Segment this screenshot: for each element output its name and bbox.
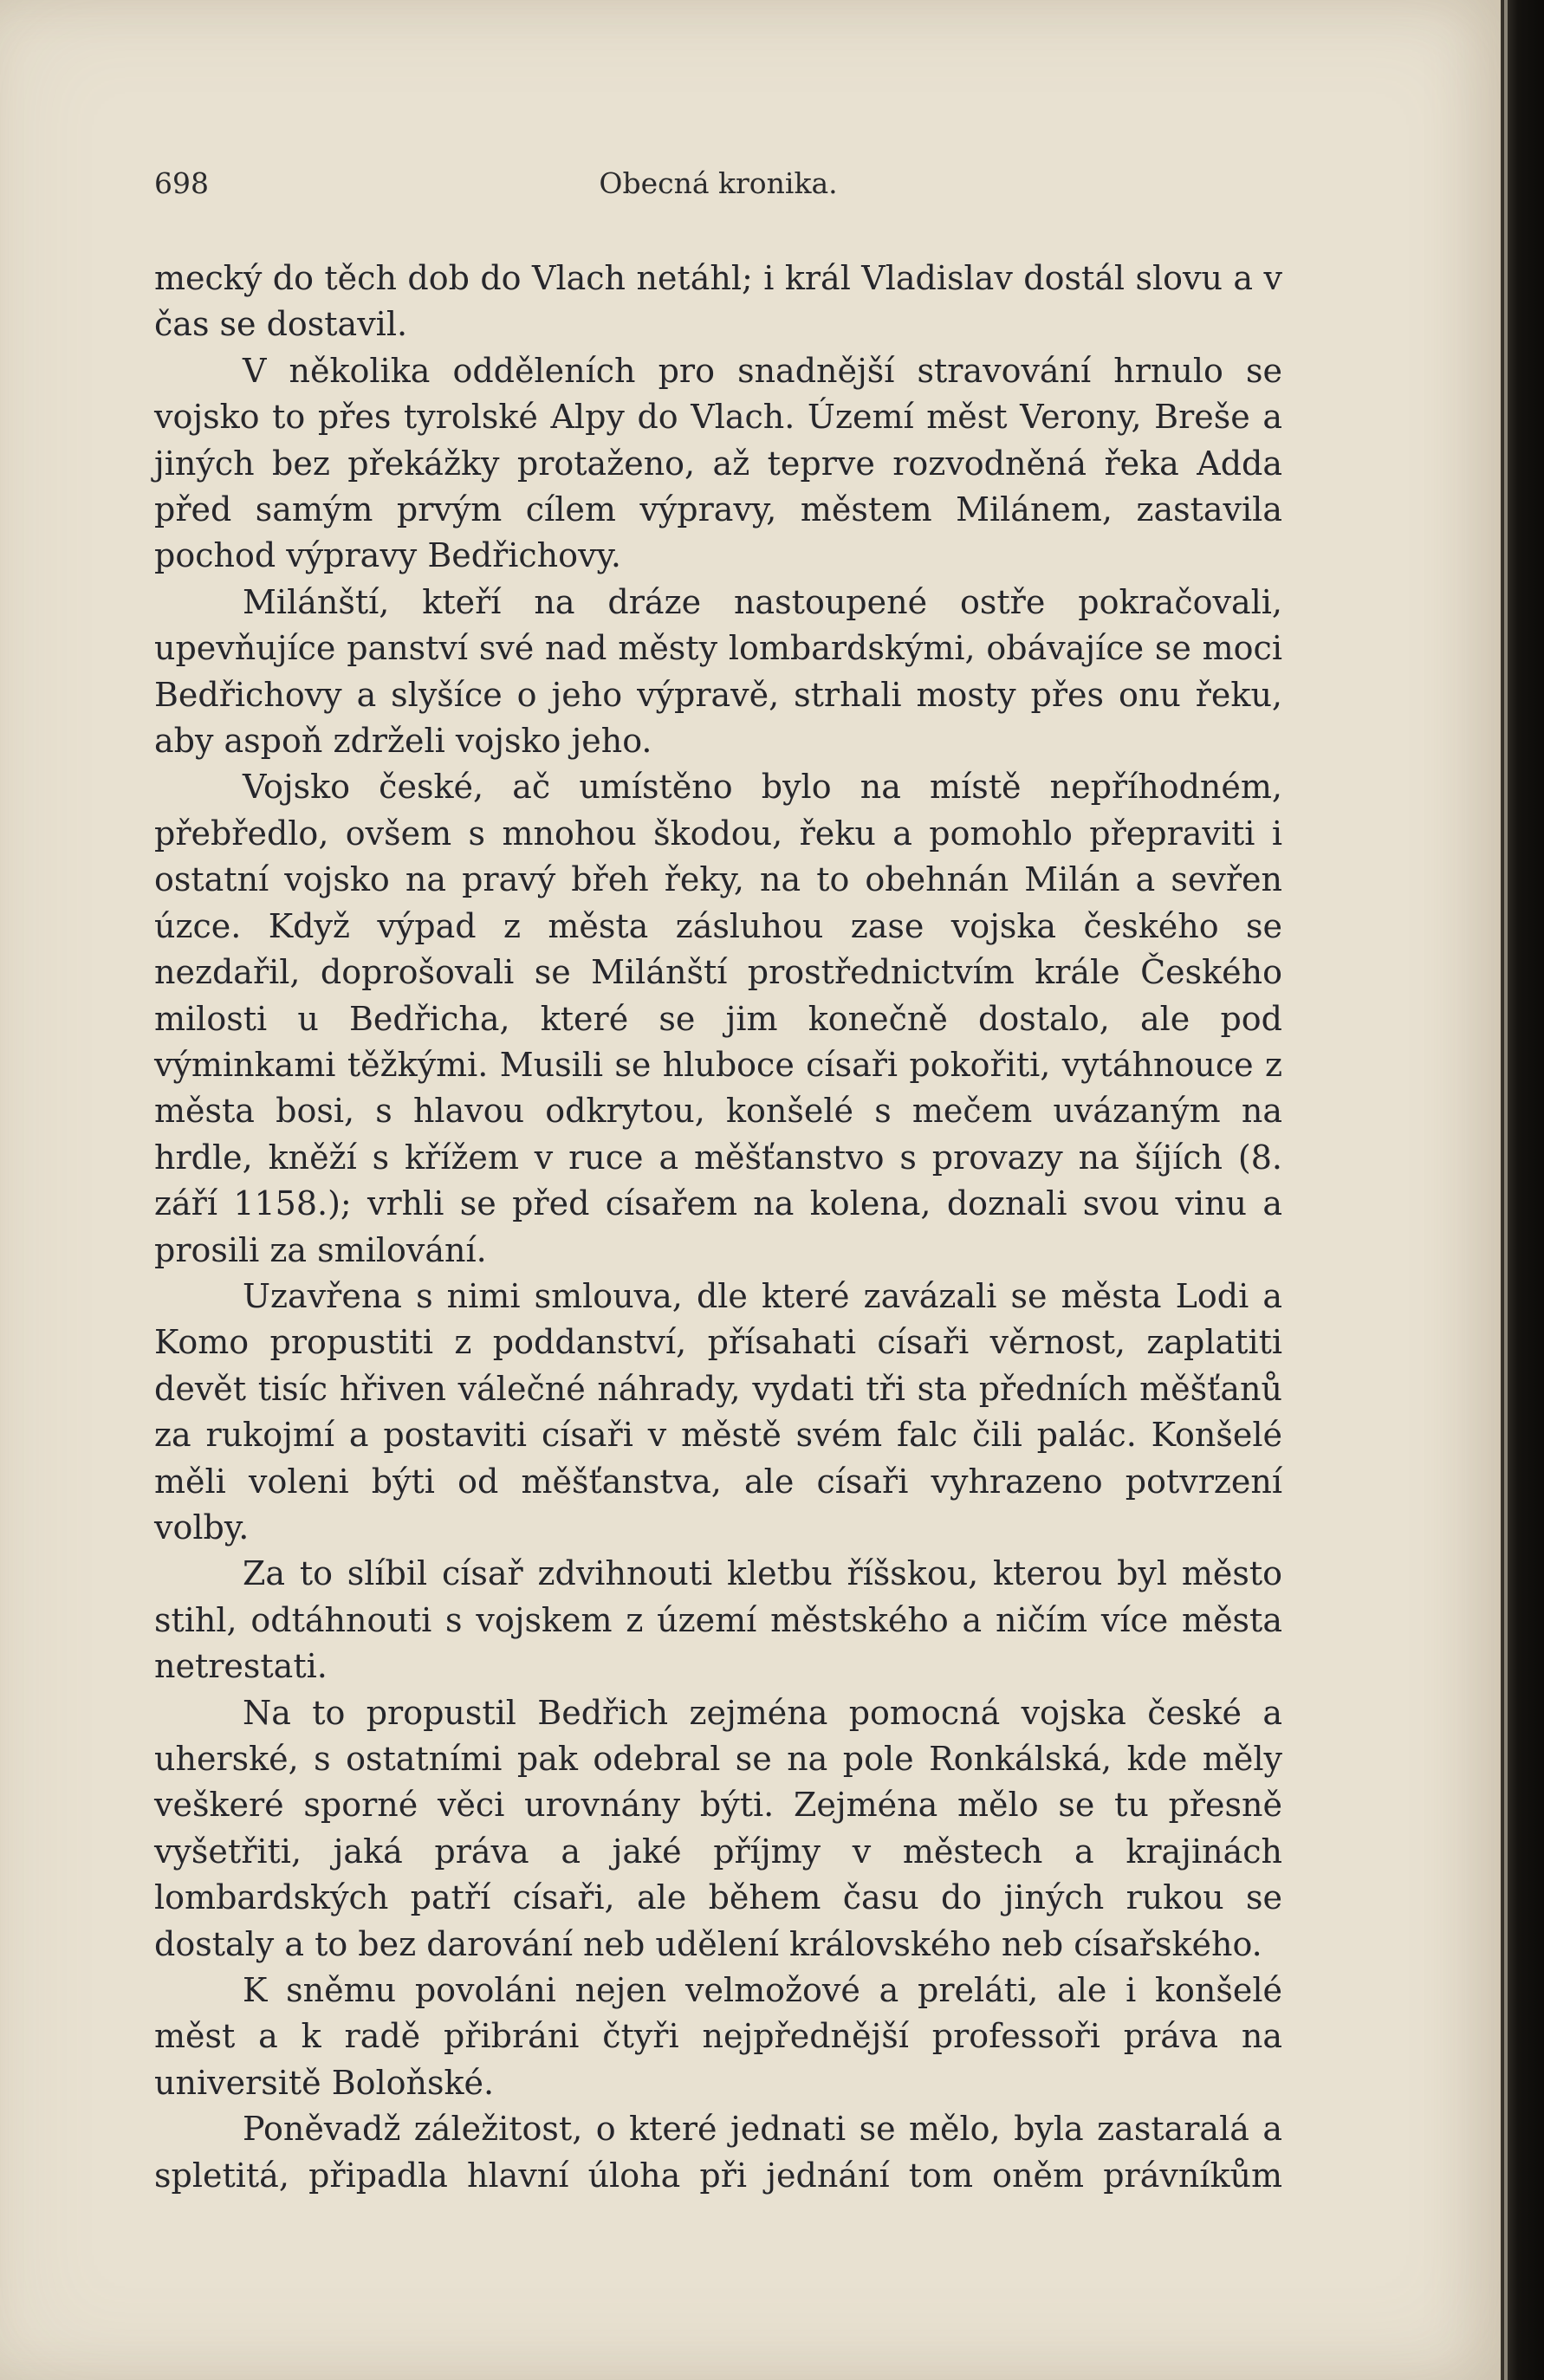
paragraph: Poněvadž záležitost, o které jednati se mělo, byla zastaralá a spletitá, připadla hlavní úloha při jednání tom oněm právníkům [154, 2110, 1282, 2195]
paragraph: K sněmu povoláni nejen velmožové a preláti, ale i konšelé měst a k radě přibráni čtyři nejpřednější professoři práva na universitě Boloňské. [154, 1971, 1282, 2102]
paragraph: Za to slíbil císař zdvihnouti kletbu říšskou, kterou byl město stihl, odtáhnouti s vojskem z území městského a ničím více města netrestati. [154, 1554, 1282, 1686]
page-header [154, 166, 1282, 201]
body-text [154, 256, 1282, 2199]
paragraph: Na to propustil Bedřich zejména pomocná vojska české a uherské, s ostatními pak odebral se na pole Ronkálská, kde měly veškeré sporné věci urovnány býti. Zejména mělo se tu přesně vyšetřiti, jaká práva a jaké příjmy v městech a krajinách lombardských patří císaři, ale během času do jiných rukou se dostaly a to bez darování neb udělení královského neb císařského. [154, 1693, 1282, 1963]
paragraph: mecký do těch dob do Vlach netáhl; i král Vladislav dostál slovu a v čas se dostavil. [154, 259, 1282, 344]
page-edge-highlight [1504, 0, 1508, 2380]
paragraph: Milánští, kteří na dráze nastoupené ostře pokračovali, upevňujíce panství své nad městy lombardskými, obávajíce se moci Bedřichovy a slyšíce o jeho výpravě, strhali mosty přes onu řeku, aby aspoň zdrželi vojsko jeho. [154, 582, 1282, 761]
running-title: Obecná kronika. [599, 166, 838, 200]
paragraph: Vojsko české, ač umístěno bylo na místě nepříhodném, přebředlo, ovšem s mnohou škodou, řeku a pomohlo přepraviti i ostatní vojsko na pravý břeh řeky, na to obehnán Milán a sevřen úzce. Když výpad z města zásluhou zase vojska českého se nezdařil, doprošovali se Milánští prostřednictvím krále Českého milosti u Bedřicha, které se jim konečně dostalo, ale pod výminkami těžkými. Musili se hluboce císaři pokořiti, vytáhnouce z města bosi, s hlavou odkrytou, konšelé s mečem uvázaným na hrdle, kněží s křížem v ruce a měšťanstvo s provazy na šíjích (8. září 1158.); vrhli se před císařem na kolena, doznali svou vinu a prosili za smilování. [154, 768, 1282, 1269]
paragraph: V několika odděleních pro snadnější stravování hrnulo se vojsko to přes tyrolské Alpy do Vlach. Území měst Verony, Breše a jiných bez překážky protaženo, až teprve rozvodněná řeka Adda před samým prvým cílem výpravy, městem Milánem, zastavila pochod výpravy Bedřichovy. [154, 351, 1282, 575]
paragraph: Uzavřena s nimi smlouva, dle které zavázali se města Lodi a Komo propustiti z poddanství, přísahati císaři věrnost, zaplatiti devět tisíc hřiven válečné náhrady, vydati tři sta předních měšťanů za rukojmí a postaviti císaři v městě svém falc čili palác. Konšelé měli voleni býti od měšťanstva, ale císaři vyhrazeno potvrzení volby. [154, 1276, 1282, 1547]
page-number: 698 [154, 166, 209, 200]
